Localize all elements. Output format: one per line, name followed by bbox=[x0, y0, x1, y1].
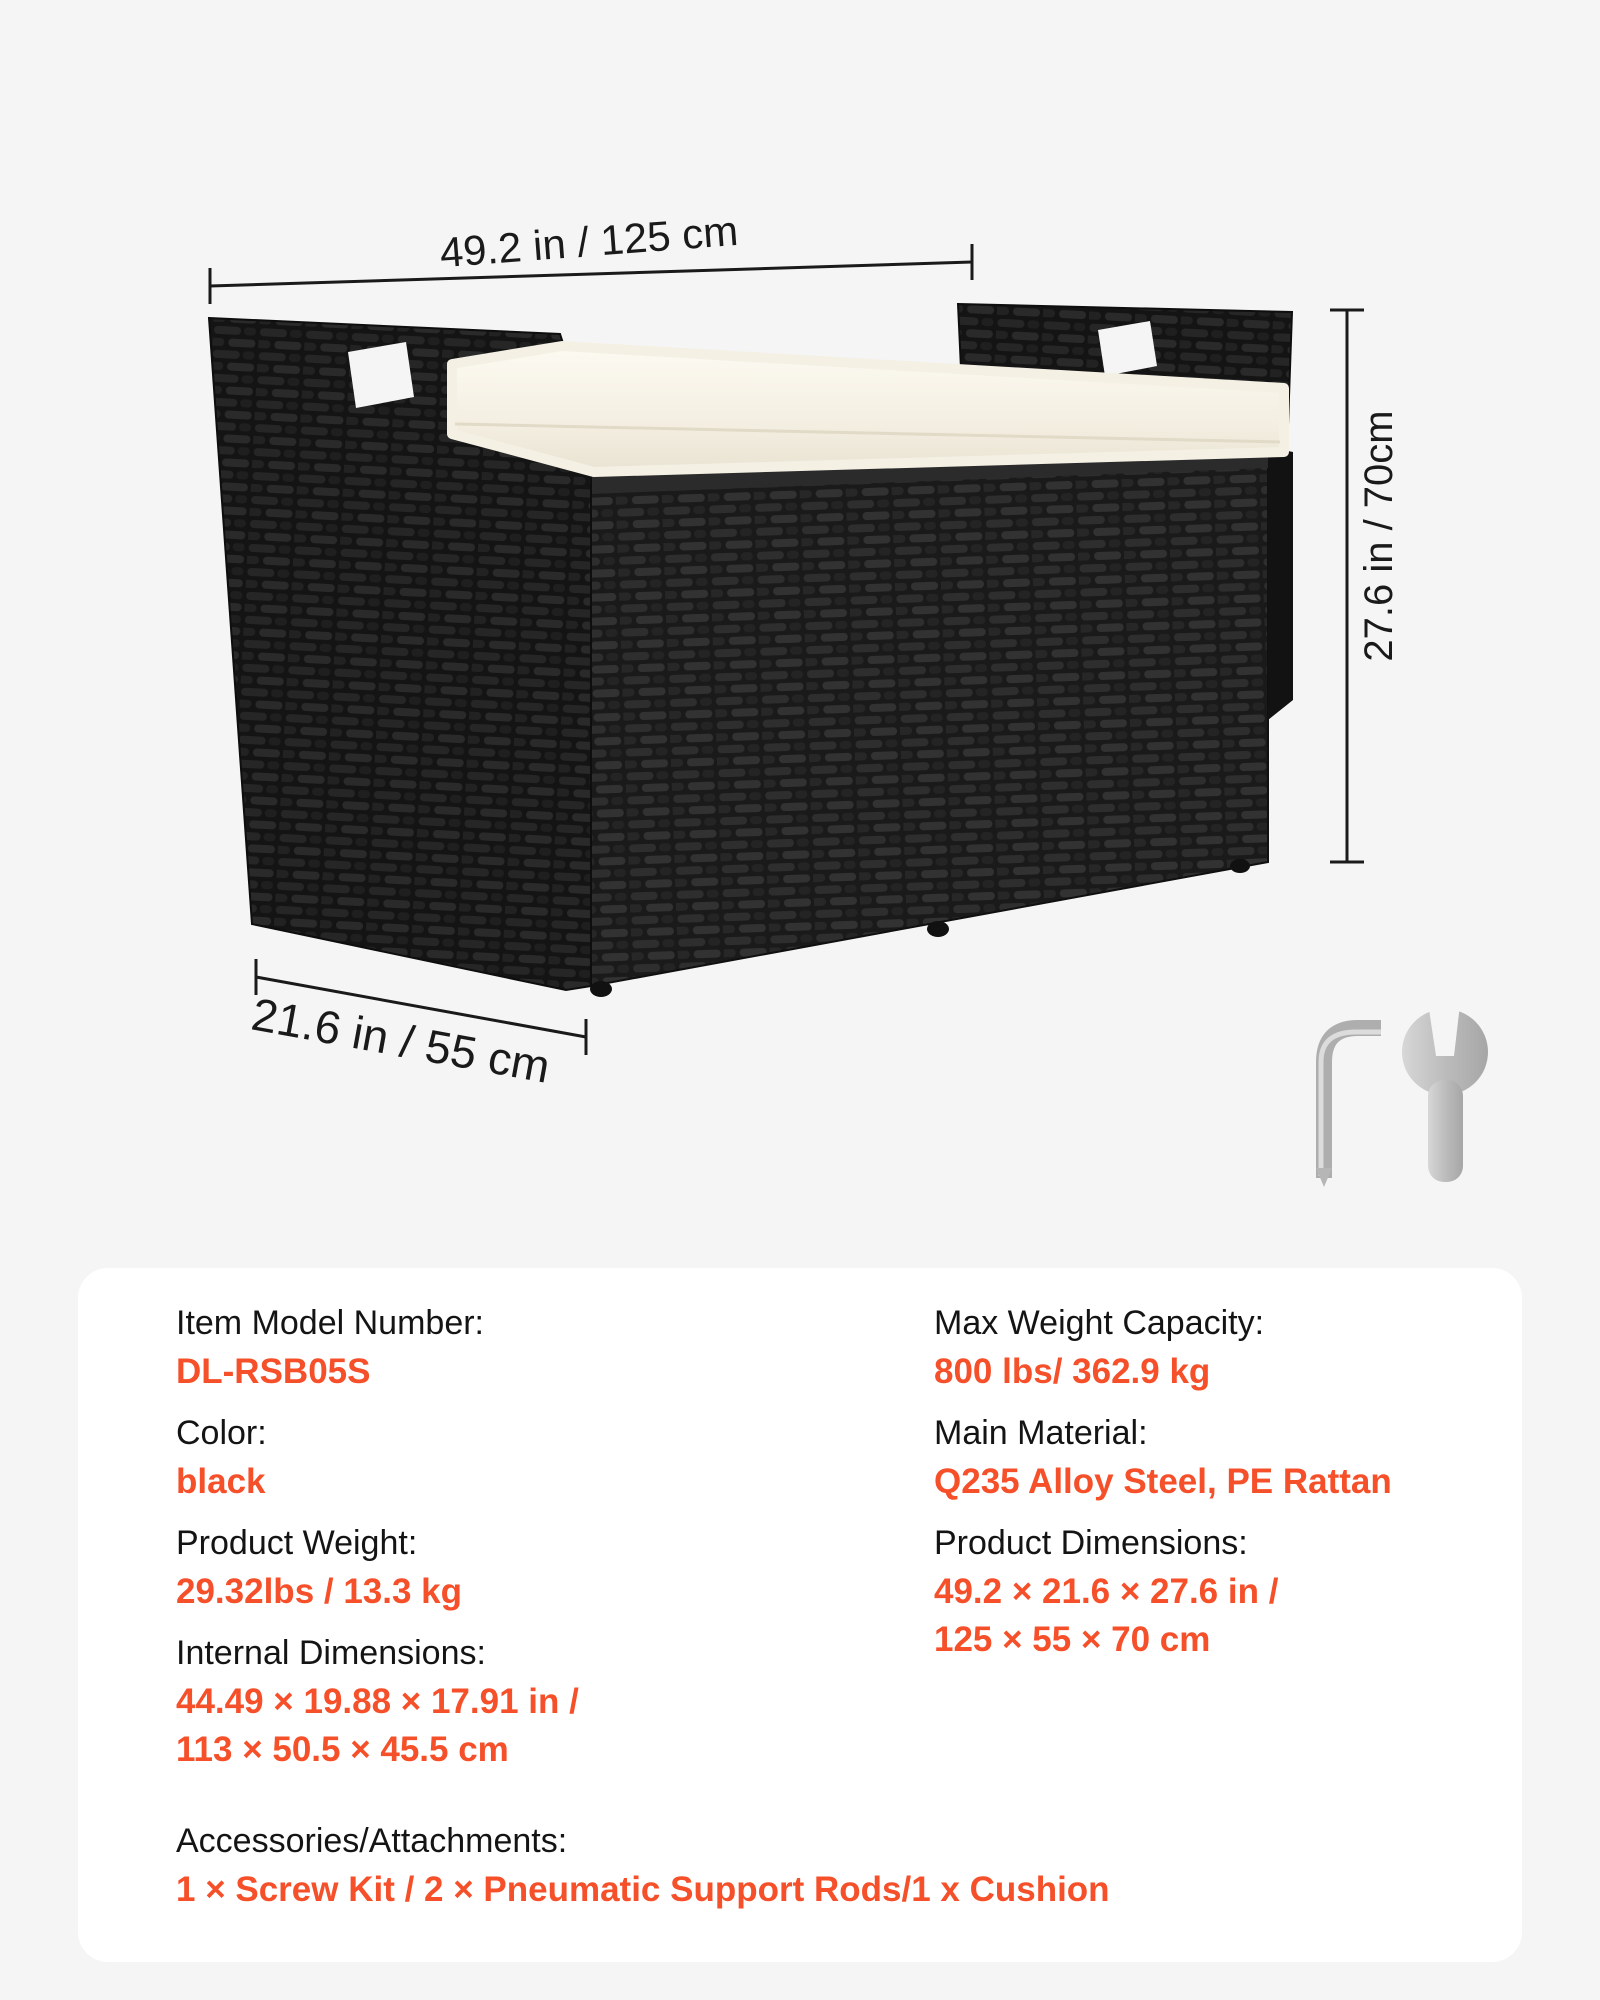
spec-value-line2: 125 × 55 × 70 cm bbox=[934, 1620, 1211, 1659]
spec-value: 29.32lbs / 13.3 kg bbox=[176, 1572, 463, 1611]
spec-label: Item Model Number: bbox=[176, 1304, 484, 1342]
height-dimension-label: 27.6 in / 70cm bbox=[1357, 410, 1401, 662]
spec-value: 800 lbs/ 362.9 kg bbox=[934, 1352, 1211, 1391]
spec-value: 1 × Screw Kit / 2 × Pneumatic Support Rods/1 x Cushion bbox=[176, 1870, 1110, 1909]
wrench-icon bbox=[1402, 996, 1488, 1182]
spec-item-model-number bbox=[176, 1298, 816, 1396]
spec-label: Max Weight Capacity: bbox=[934, 1304, 1265, 1342]
spec-color bbox=[176, 1408, 816, 1506]
spec-internal-dimensions bbox=[176, 1628, 816, 1774]
width-dimension-label: 49.2 in / 125 cm bbox=[438, 206, 740, 277]
left-handle-cutout bbox=[348, 342, 414, 408]
width-dimension bbox=[210, 207, 972, 304]
spec-label: Product Dimensions: bbox=[934, 1524, 1248, 1562]
spec-label: Internal Dimensions: bbox=[176, 1634, 486, 1672]
bench-box bbox=[591, 447, 1293, 986]
spec-max-weight-capacity bbox=[934, 1298, 1494, 1396]
height-dimension bbox=[1330, 310, 1401, 862]
spec-product-weight bbox=[176, 1518, 816, 1616]
allen-key-icon bbox=[1316, 1028, 1381, 1187]
spec-label: Accessories/Attachments: bbox=[176, 1822, 568, 1860]
spec-value: Q235 Alloy Steel, PE Rattan bbox=[934, 1462, 1392, 1501]
spec-label: Main Material: bbox=[934, 1414, 1148, 1452]
spec-column-left bbox=[176, 1298, 816, 1786]
depth-dimension-label: 21.6 in / 55 cm bbox=[247, 987, 554, 1093]
tools bbox=[1316, 996, 1488, 1187]
spec-column-right bbox=[934, 1298, 1494, 1676]
spec-label: Product Weight: bbox=[176, 1524, 418, 1562]
spec-label: Color: bbox=[176, 1414, 267, 1452]
spec-value: black bbox=[176, 1462, 266, 1501]
spec-accessories bbox=[176, 1816, 1476, 1914]
spec-value-line2: 113 × 50.5 × 45.5 cm bbox=[176, 1730, 509, 1769]
spec-value: DL-RSB05S bbox=[176, 1352, 371, 1391]
spec-main-material bbox=[934, 1408, 1494, 1506]
spec-value: 44.49 × 19.88 × 17.91 in / bbox=[176, 1682, 579, 1721]
spec-value: 49.2 × 21.6 × 27.6 in / bbox=[934, 1572, 1279, 1611]
spec-product-dimensions bbox=[934, 1518, 1494, 1664]
spec-card bbox=[78, 1268, 1522, 1962]
bench-right-edge bbox=[1268, 447, 1293, 720]
